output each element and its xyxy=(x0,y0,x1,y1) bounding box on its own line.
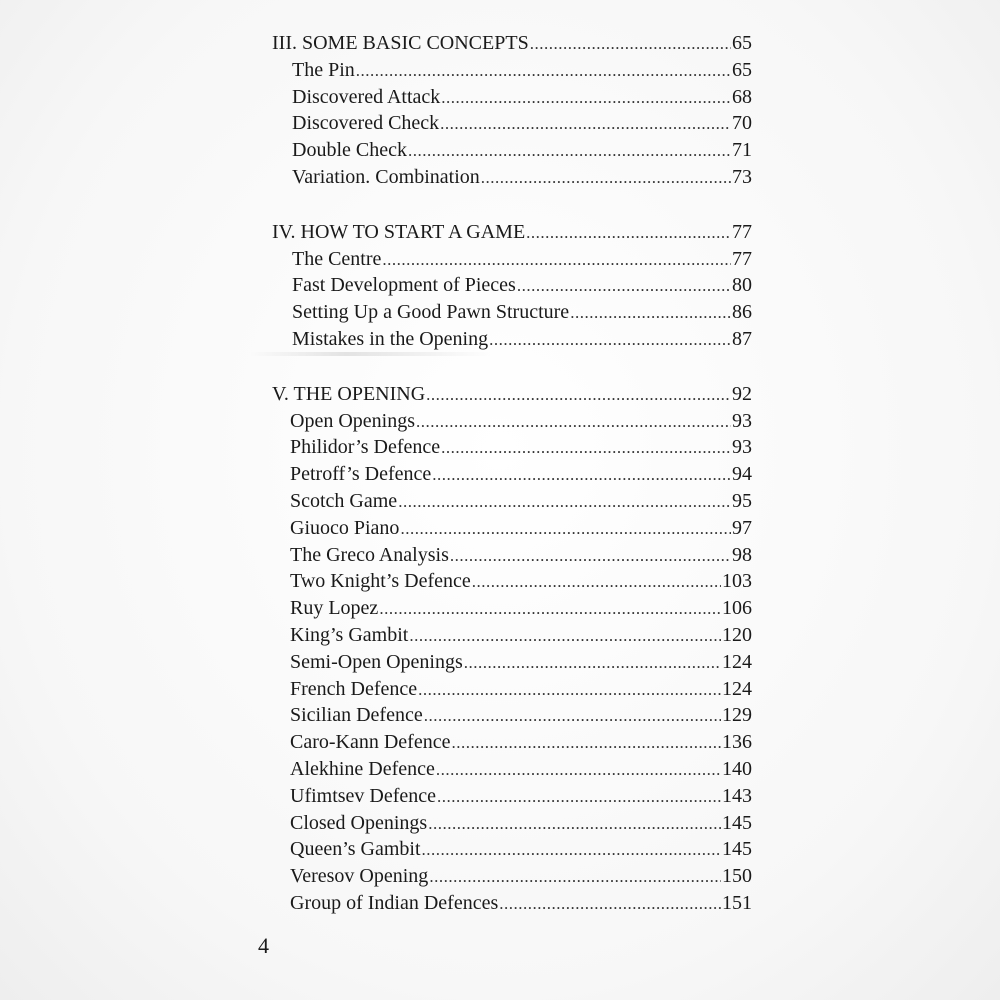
toc-entry xyxy=(272,568,752,595)
toc-entry xyxy=(272,890,752,917)
toc-entry-title: Giuoco Piano xyxy=(290,516,400,539)
toc-page-number: 80 xyxy=(732,274,752,297)
toc-heading xyxy=(272,219,752,246)
dot-leader xyxy=(437,784,721,811)
toc-entry-title: Discovered Check xyxy=(292,112,440,135)
toc-section-v xyxy=(272,381,752,917)
toc-entry-title: Double Check xyxy=(292,139,407,162)
table-of-contents xyxy=(272,30,752,917)
toc-page-number: 70 xyxy=(732,112,752,135)
toc-page-number: 143 xyxy=(722,784,752,807)
dot-leader xyxy=(464,650,721,677)
dot-leader xyxy=(472,569,721,596)
dot-leader xyxy=(499,891,721,918)
toc-heading xyxy=(272,30,752,57)
toc-entry xyxy=(272,542,752,569)
dot-leader xyxy=(424,703,721,730)
toc-page-number: 65 xyxy=(732,32,752,54)
toc-entry-title: Setting Up a Good Pawn Structure xyxy=(292,301,570,324)
toc-entry xyxy=(272,622,752,649)
toc-entry-title: The Pin xyxy=(292,58,355,81)
toc-page-number: 136 xyxy=(722,731,752,754)
toc-entry-title: Scotch Game xyxy=(290,489,398,512)
toc-entry xyxy=(272,299,752,326)
dot-leader xyxy=(441,85,731,112)
dot-leader xyxy=(570,300,731,327)
toc-page-number: 98 xyxy=(732,543,752,566)
toc-entry-title: Discovered Attack xyxy=(292,85,441,108)
toc-entry-title: Queen’s Gambit xyxy=(290,838,421,861)
toc-page-number: 150 xyxy=(722,865,752,888)
toc-entry xyxy=(272,272,752,299)
toc-entry xyxy=(272,515,752,542)
toc-entry xyxy=(272,246,752,273)
toc-page-number: 106 xyxy=(722,597,752,620)
toc-page-number: 92 xyxy=(732,382,752,405)
toc-entry xyxy=(272,110,752,137)
dot-leader xyxy=(422,837,721,864)
dot-leader xyxy=(356,58,731,85)
toc-entry xyxy=(272,488,752,515)
toc-section-iii xyxy=(272,30,752,191)
toc-entry xyxy=(272,57,752,84)
toc-entry-title: Caro-Kann Defence xyxy=(290,731,451,754)
toc-page-number: 77 xyxy=(732,220,752,243)
dot-leader xyxy=(418,677,721,704)
toc-entry xyxy=(272,408,752,435)
toc-page-number: 103 xyxy=(722,570,752,593)
toc-entry-title: The Centre xyxy=(292,247,382,270)
toc-heading-title: III. SOME BASIC CONCEPTS xyxy=(272,32,529,54)
toc-page-number: 95 xyxy=(732,489,752,512)
dot-leader xyxy=(481,165,731,192)
toc-entry xyxy=(272,810,752,837)
dot-leader xyxy=(526,220,731,247)
toc-page-number: 140 xyxy=(722,757,752,780)
toc-page-number: 86 xyxy=(732,301,752,324)
toc-entry xyxy=(272,676,752,703)
toc-entry xyxy=(272,137,752,164)
toc-entry-title: Ufimtsev Defence xyxy=(290,784,437,807)
toc-entry-title: Alekhine Defence xyxy=(290,757,435,780)
toc-page-number: 93 xyxy=(732,409,752,432)
toc-entry xyxy=(272,434,752,461)
toc-entry xyxy=(272,836,752,863)
toc-page-number: 124 xyxy=(722,677,752,700)
toc-page-number: 68 xyxy=(732,85,752,108)
toc-page-number: 151 xyxy=(722,891,752,914)
toc-entry-title: French Defence xyxy=(290,677,418,700)
toc-heading-title: IV. HOW TO START A GAME xyxy=(272,220,526,243)
dot-leader xyxy=(489,327,731,354)
dot-leader xyxy=(408,138,731,165)
dot-leader xyxy=(429,864,721,891)
dot-leader xyxy=(382,247,731,274)
toc-entry xyxy=(272,595,752,622)
toc-page-number: 73 xyxy=(732,165,752,188)
toc-page-number: 93 xyxy=(732,436,752,459)
dot-leader xyxy=(409,623,721,650)
toc-entry-title: Veresov Opening xyxy=(290,865,429,888)
toc-section-iv xyxy=(272,219,752,353)
toc-entry-title: The Greco Analysis xyxy=(290,543,449,566)
toc-page-number: 129 xyxy=(722,704,752,727)
dot-leader xyxy=(450,543,731,570)
toc-page-number: 97 xyxy=(732,516,752,539)
toc-entry-title: Sicilian Defence xyxy=(290,704,423,727)
toc-entry xyxy=(272,863,752,890)
toc-entry-title: Open Openings xyxy=(290,409,415,432)
dot-leader xyxy=(451,730,721,757)
toc-entry-title: Variation. Combination xyxy=(292,165,480,188)
toc-entry xyxy=(272,84,752,111)
toc-page-number: 71 xyxy=(732,139,752,162)
toc-page-number: 87 xyxy=(732,327,752,350)
page-folio: 4 xyxy=(258,933,269,958)
dot-leader xyxy=(440,111,731,138)
toc-entry-title: Mistakes in the Opening xyxy=(292,327,489,350)
toc-entry-title: Semi-Open Openings xyxy=(290,650,463,673)
dot-leader xyxy=(441,435,731,462)
dot-leader xyxy=(400,516,731,543)
toc-entry xyxy=(272,461,752,488)
toc-entry xyxy=(272,783,752,810)
toc-entry xyxy=(272,756,752,783)
toc-entry-title: Ruy Lopez xyxy=(290,597,379,620)
dot-leader xyxy=(436,757,721,784)
dot-leader xyxy=(517,273,731,300)
dot-leader xyxy=(416,409,731,436)
dot-leader xyxy=(432,462,731,489)
toc-entry-title: King’s Gambit xyxy=(290,623,409,646)
dot-leader xyxy=(428,811,721,838)
toc-entry xyxy=(272,649,752,676)
toc-entry-title: Fast Development of Pieces xyxy=(292,274,516,297)
toc-page-number: 94 xyxy=(732,463,752,486)
toc-entry-title: Philidor’s Defence xyxy=(290,436,441,459)
dot-leader xyxy=(530,31,731,58)
toc-page-number: 124 xyxy=(722,650,752,673)
dot-leader xyxy=(426,382,731,409)
toc-page-number: 77 xyxy=(732,247,752,270)
toc-entry-title: Petroff’s Defence xyxy=(290,463,432,486)
toc-entry-title: Closed Openings xyxy=(290,811,428,834)
toc-entry xyxy=(272,702,752,729)
toc-entry-title: Two Knight’s Defence xyxy=(290,570,471,593)
toc-page-number: 65 xyxy=(732,58,752,81)
toc-entry xyxy=(272,729,752,756)
dot-leader xyxy=(379,596,721,623)
toc-entry-title: Group of Indian Defences xyxy=(290,891,499,914)
toc-heading xyxy=(272,381,752,408)
toc-page-number: 145 xyxy=(722,811,752,834)
toc-heading-title: V. THE OPENING xyxy=(272,382,426,405)
toc-entry xyxy=(272,164,752,191)
toc-entry xyxy=(272,326,752,353)
toc-page-number: 120 xyxy=(722,623,752,646)
dot-leader xyxy=(398,489,731,516)
toc-page-number: 145 xyxy=(722,838,752,861)
